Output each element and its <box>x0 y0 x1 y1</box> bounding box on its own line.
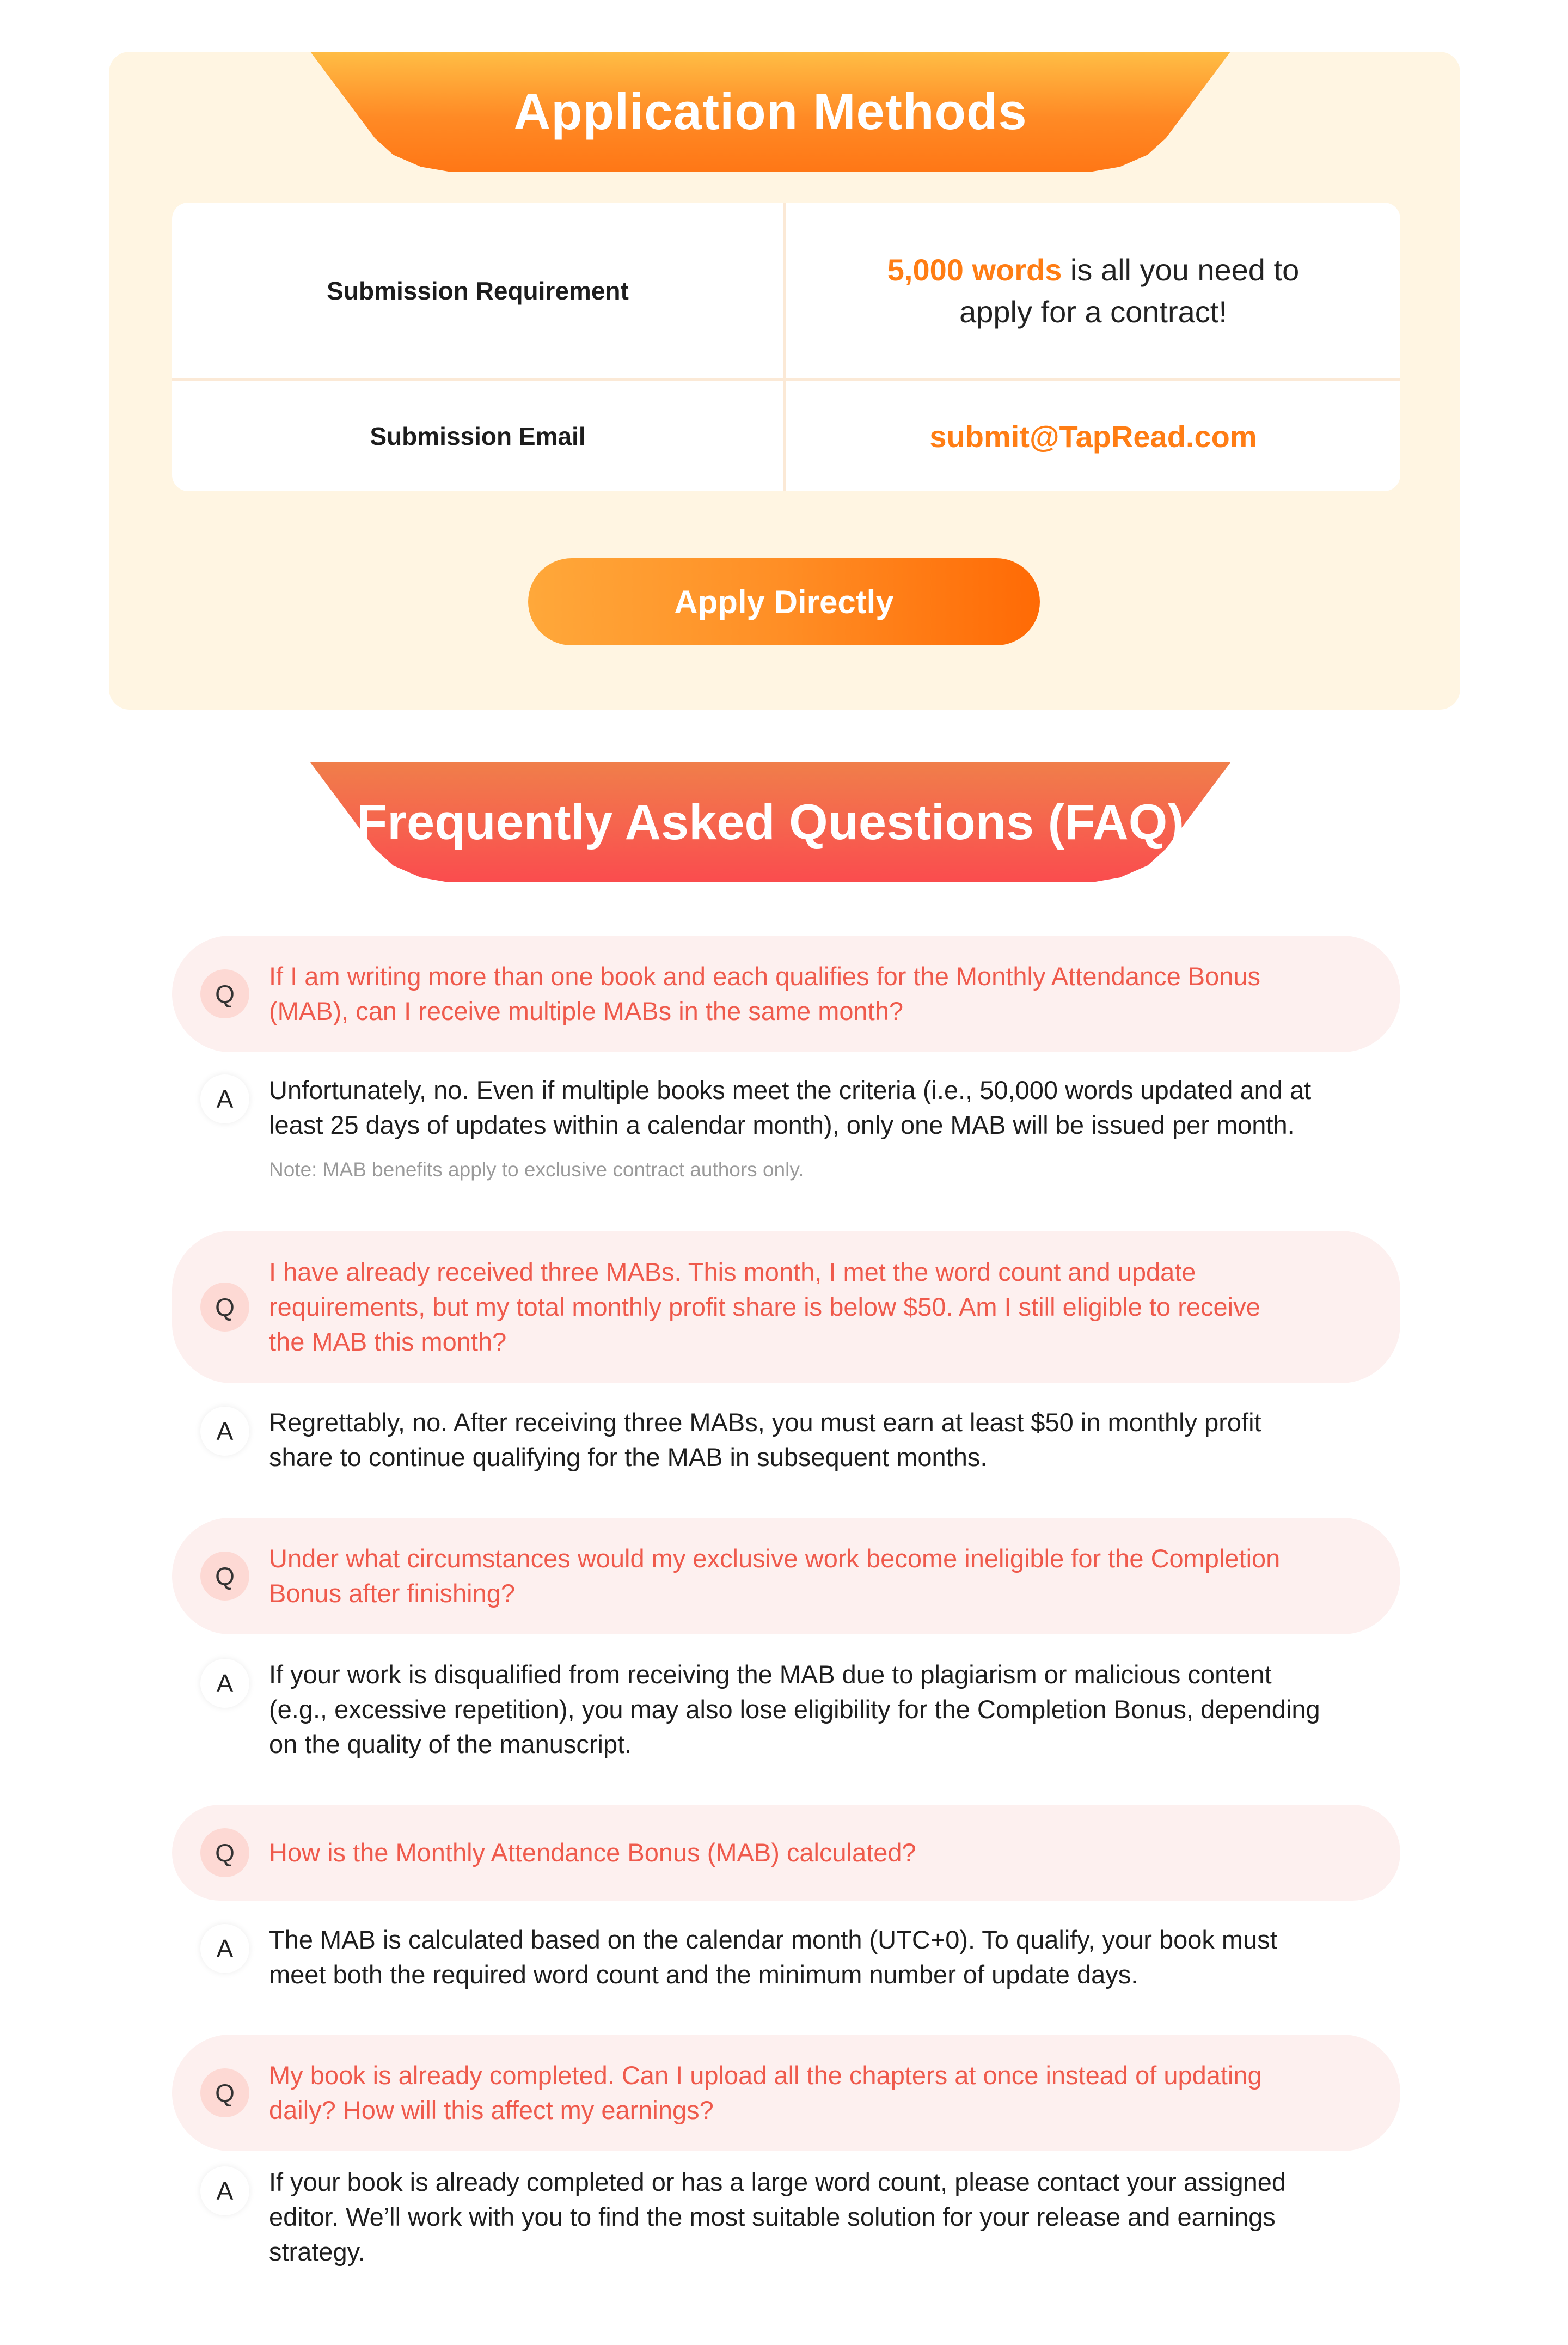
submission-email-link[interactable]: submit@TapRead.com <box>929 419 1257 454</box>
question-line: How is the Monthly Attendance Bonus (MAB) calculated? <box>269 1838 916 1867</box>
question-text <box>269 2058 1358 2128</box>
question-line: Under what circumstances would my exclusive work become ineligible for the Completion <box>269 1544 1281 1573</box>
apply-directly-button[interactable]: Apply Directly <box>528 558 1040 645</box>
question-line: (MAB), can I receive multiple MABs in the same month? <box>269 997 903 1025</box>
question-line: requirements, but my total monthly profit share is below $50. Am I still eligible to receive <box>269 1292 1260 1321</box>
faq-question-5 <box>172 2035 1400 2151</box>
answer-badge: A <box>200 1924 249 1973</box>
answer-badge: A <box>200 1659 249 1708</box>
question-line: I have already received three MABs. This month, I met the word count and update <box>269 1257 1196 1286</box>
question-line: daily? How will this affect my earnings? <box>269 2096 714 2124</box>
submission-info-table <box>172 203 1400 491</box>
faq-question-1 <box>172 936 1400 1052</box>
faq-note: Note: MAB benefits apply to exclusive contract authors only. <box>269 1158 804 1181</box>
requirement-text-line1: is all you need to <box>1062 252 1300 287</box>
faq-answer-3 <box>269 1657 1374 1762</box>
faq-question-3 <box>172 1518 1400 1634</box>
question-badge: Q <box>200 1552 249 1601</box>
submission-email-label: Submission Email <box>370 422 586 450</box>
submission-requirement-value <box>786 203 1400 378</box>
answer-line: If your book is already completed or has a large word count, please contact your assigned <box>269 2167 1286 2196</box>
answer-line: on the quality of the manuscript. <box>269 1730 632 1758</box>
faq-question-2 <box>172 1231 1400 1383</box>
answer-line: editor. We’ll work with you to find the most suitable solution for your release and earnings <box>269 2202 1276 2231</box>
faq-title: Frequently Asked Questions (FAQ) <box>357 794 1184 850</box>
answer-line: (e.g., excessive repetition), you may also lose eligibility for the Completion Bonus, depending <box>269 1695 1320 1724</box>
question-line: If I am writing more than one book and each qualifies for the Monthly Attendance Bonus <box>269 962 1261 991</box>
answer-line: If your work is disqualified from receiving the MAB due to plagiarism or malicious content <box>269 1660 1272 1689</box>
answer-line: meet both the required word count and the minimum number of update days. <box>269 1960 1138 1989</box>
question-badge: Q <box>200 2068 249 2117</box>
answer-line: Regrettably, no. After receiving three MABs, you must earn at least $50 in monthly profit <box>269 1408 1261 1437</box>
faq-answer-5 <box>269 2165 1374 2269</box>
question-badge: Q <box>200 1283 249 1332</box>
answer-badge: A <box>200 1407 249 1456</box>
word-count-highlight: 5,000 words <box>887 252 1062 287</box>
question-line: the MAB this month? <box>269 1327 507 1356</box>
faq-answer-2 <box>269 1405 1374 1475</box>
faq-question-4 <box>172 1805 1400 1901</box>
question-badge: Q <box>200 969 249 1018</box>
application-methods-title: Application Methods <box>513 83 1027 140</box>
faq-answer-4 <box>269 1922 1374 1992</box>
answer-line: Unfortunately, no. Even if multiple books meet the criteria (i.e., 50,000 words updated and at <box>269 1076 1312 1104</box>
question-line: My book is already completed. Can I upload all the chapters at once instead of updating <box>269 2061 1262 2090</box>
question-text <box>269 1541 1358 1611</box>
answer-line: share to continue qualifying for the MAB in subsequent months. <box>269 1443 988 1471</box>
submission-requirement-label: Submission Requirement <box>327 276 629 305</box>
answer-line: strategy. <box>269 2237 365 2266</box>
question-line: Bonus after finishing? <box>269 1579 516 1608</box>
question-text <box>269 1835 1358 1870</box>
answer-badge: A <box>200 1074 249 1123</box>
question-text <box>269 959 1358 1029</box>
answer-line: The MAB is calculated based on the calendar month (UTC+0). To qualify, your book must <box>269 1925 1277 1954</box>
answer-badge: A <box>200 2166 249 2215</box>
question-badge: Q <box>200 1828 249 1877</box>
faq-answer-1 <box>269 1073 1374 1143</box>
answer-line: least 25 days of updates within a calendar month), only one MAB will be issued per month. <box>269 1110 1295 1139</box>
question-text <box>269 1255 1358 1359</box>
requirement-text-line2: apply for a contract! <box>959 294 1227 329</box>
